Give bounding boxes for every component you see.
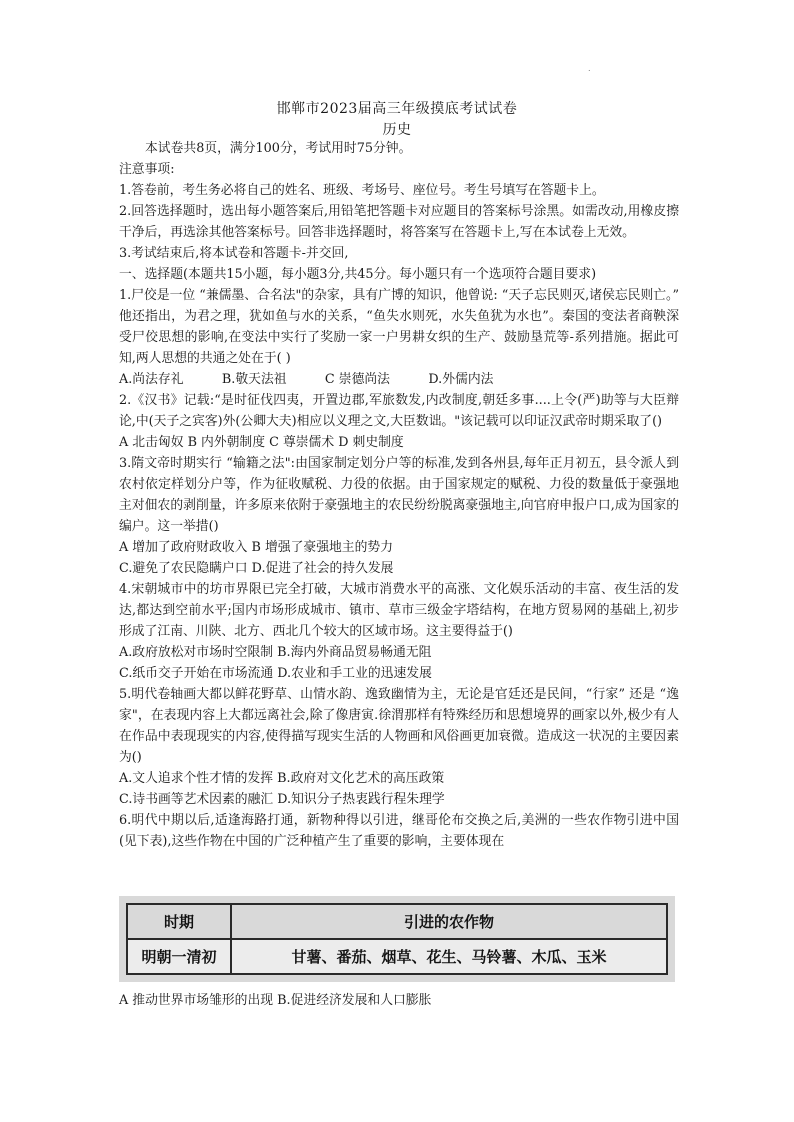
table-header-period: 时期 (127, 904, 231, 939)
question-6-options-block (119, 990, 679, 1011)
question-options: C.避免了农民隐瞒户口 D.促进了社会的持久发展 (119, 561, 394, 576)
question-options: A.尚法存礼 B.敬天法祖 C 崇德尚法 D.外儒内法 (119, 372, 494, 387)
subject-title: 历史 (382, 122, 412, 138)
table-cell-crops: 甘薯、番茄、烟草、花生、马铃薯、木瓜、玉米 (231, 939, 667, 974)
note-item: 1.答卷前，考生务必将自己的姓名、班级、考场号、座位号。考生号填写在答题卡上。 (119, 183, 605, 198)
question-options: A 增加了政府财政收入 B 增强了豪强地主的势力 (119, 540, 393, 555)
question-stem: 3.隋文帝时期实行 “输籍之法":由国家制定划分户等的标准,发到各州县,每年正月初五，县令派人到农村依定样划分户等，作为征收赋税、力役的依据。由于国家规定的赋税、力役的数量低于豪强地主对佃农的剥削量，许多原来依附于豪强地主的农民纷纷脱离豪强地主,向官府申报户口,成为国家的编户。这一举措() (119, 456, 679, 534)
question-stem: 2.《汉书》记载:“是时征伐四夷，开置边郡,军旅数发,内改制度,朝廷多事....上令(严)助等与大臣辩论,中(天子之宾客)外(公卿大夫)相应以义理之文,大臣数诎。"该记载可以印证汉武帝时期采取了() (119, 393, 679, 429)
question-options: A 推动世界市场雏形的出现 B.促进经济发展和人口膨胀 (119, 993, 432, 1008)
notes-title: 注意事项: (119, 162, 175, 177)
table-row (127, 939, 667, 974)
question-options: A.政府放松对市场时空限制 B.海内外商品贸易畅通无阻 (119, 645, 432, 660)
question-options: A 北击匈奴 B 内外朝制度 C 尊崇儒术 D 刺史制度 (119, 435, 404, 450)
question-stem: 4.宋朝城市中的坊市界限已完全打破，大城市消费水平的高涨、文化娱乐活动的丰富、夜生活的发达,都达到空前水平;国内市场形成城市、镇市、草市三级金字塔结构，在地方贸易网的基础上,初步形成了江南、川陕、北方、西北几个较大的区域市场。这主要得益于() (119, 582, 679, 639)
question-options: C.纸币交子开始在市场流通 D.农业和手工业的迅速发展 (119, 666, 432, 681)
question-options: A.文人追求个性才情的发挥 B.政府对文化艺术的高压政策 (119, 771, 445, 786)
table-header-crops: 引进的农作物 (231, 904, 667, 939)
note-item: 3.考试结束后,将本试卷和答题卡-并交回, (119, 246, 349, 261)
section-heading: 一、选择题(本题共15小题，每小题3分,共45分。每小题只有一个选项符合题目要求) (119, 267, 597, 282)
question-stem: 6.明代中期以后,适逢海路打通，新物种得以引进，继哥伦布交换之后,美洲的一些农作物引进中国(见下表),这些作物在中国的广泛种植产生了重要的影响，主要体现在 (119, 813, 679, 849)
note-item: 2.回答选择题时，选出每小题答案后,用铅笔把答题卡对应题目的答案标号涂黑。如需改动,用橡皮擦干净后，再选涂其他答案标号。回答非选择题时，将答案写在答题卡上,写在本试卷上无效。 (119, 204, 679, 240)
table-cell-period: 明朝一清初 (127, 939, 231, 974)
exam-summary: 本试卷共8页，满分100分，考试用时75分钟。 (145, 141, 412, 156)
question-options: C.诗书画等艺术因素的融汇 D.知识分子热衷践行程朱理学 (119, 792, 445, 807)
corner-mark: . (588, 64, 591, 73)
question-stem: 5.明代卷轴画大都以鲜花野草、山情水韵、逸致幽情为主，无论是官廷还是民间，“行家” 还是 “逸家"，在表现内容上大都远离社会,除了像唐寅.徐渭那样有特殊经历和思想境界的画家以外,极少有人在作品中表现现实的内容,使得描写现实生活的人物画和风俗画更加衰微。造成这一状况的主要因素为() (119, 687, 679, 765)
exam-title: 邯郸市2023届高三年级摸底考试试卷 (276, 101, 518, 117)
question-stem: 1.尸佼是一位 “兼儒墨、合名法"的杂家，具有广博的知识，他曾说: “天子忘民则灭,诸侯忘民则亡。” 他还指出，为君之理，犹如鱼与水的关系，“鱼失水则死，水失鱼犹为水也”。秦国的变法者商鞅深受尸佼思想的影响,在变法中实行了奖励一家一户男耕女织的生产、鼓励垦荒等-系列措施。据此可知,两人思想的共通之处在于( ) (119, 288, 679, 366)
exam-body (119, 138, 679, 852)
crop-table (126, 903, 668, 975)
crop-table-image (119, 896, 675, 982)
